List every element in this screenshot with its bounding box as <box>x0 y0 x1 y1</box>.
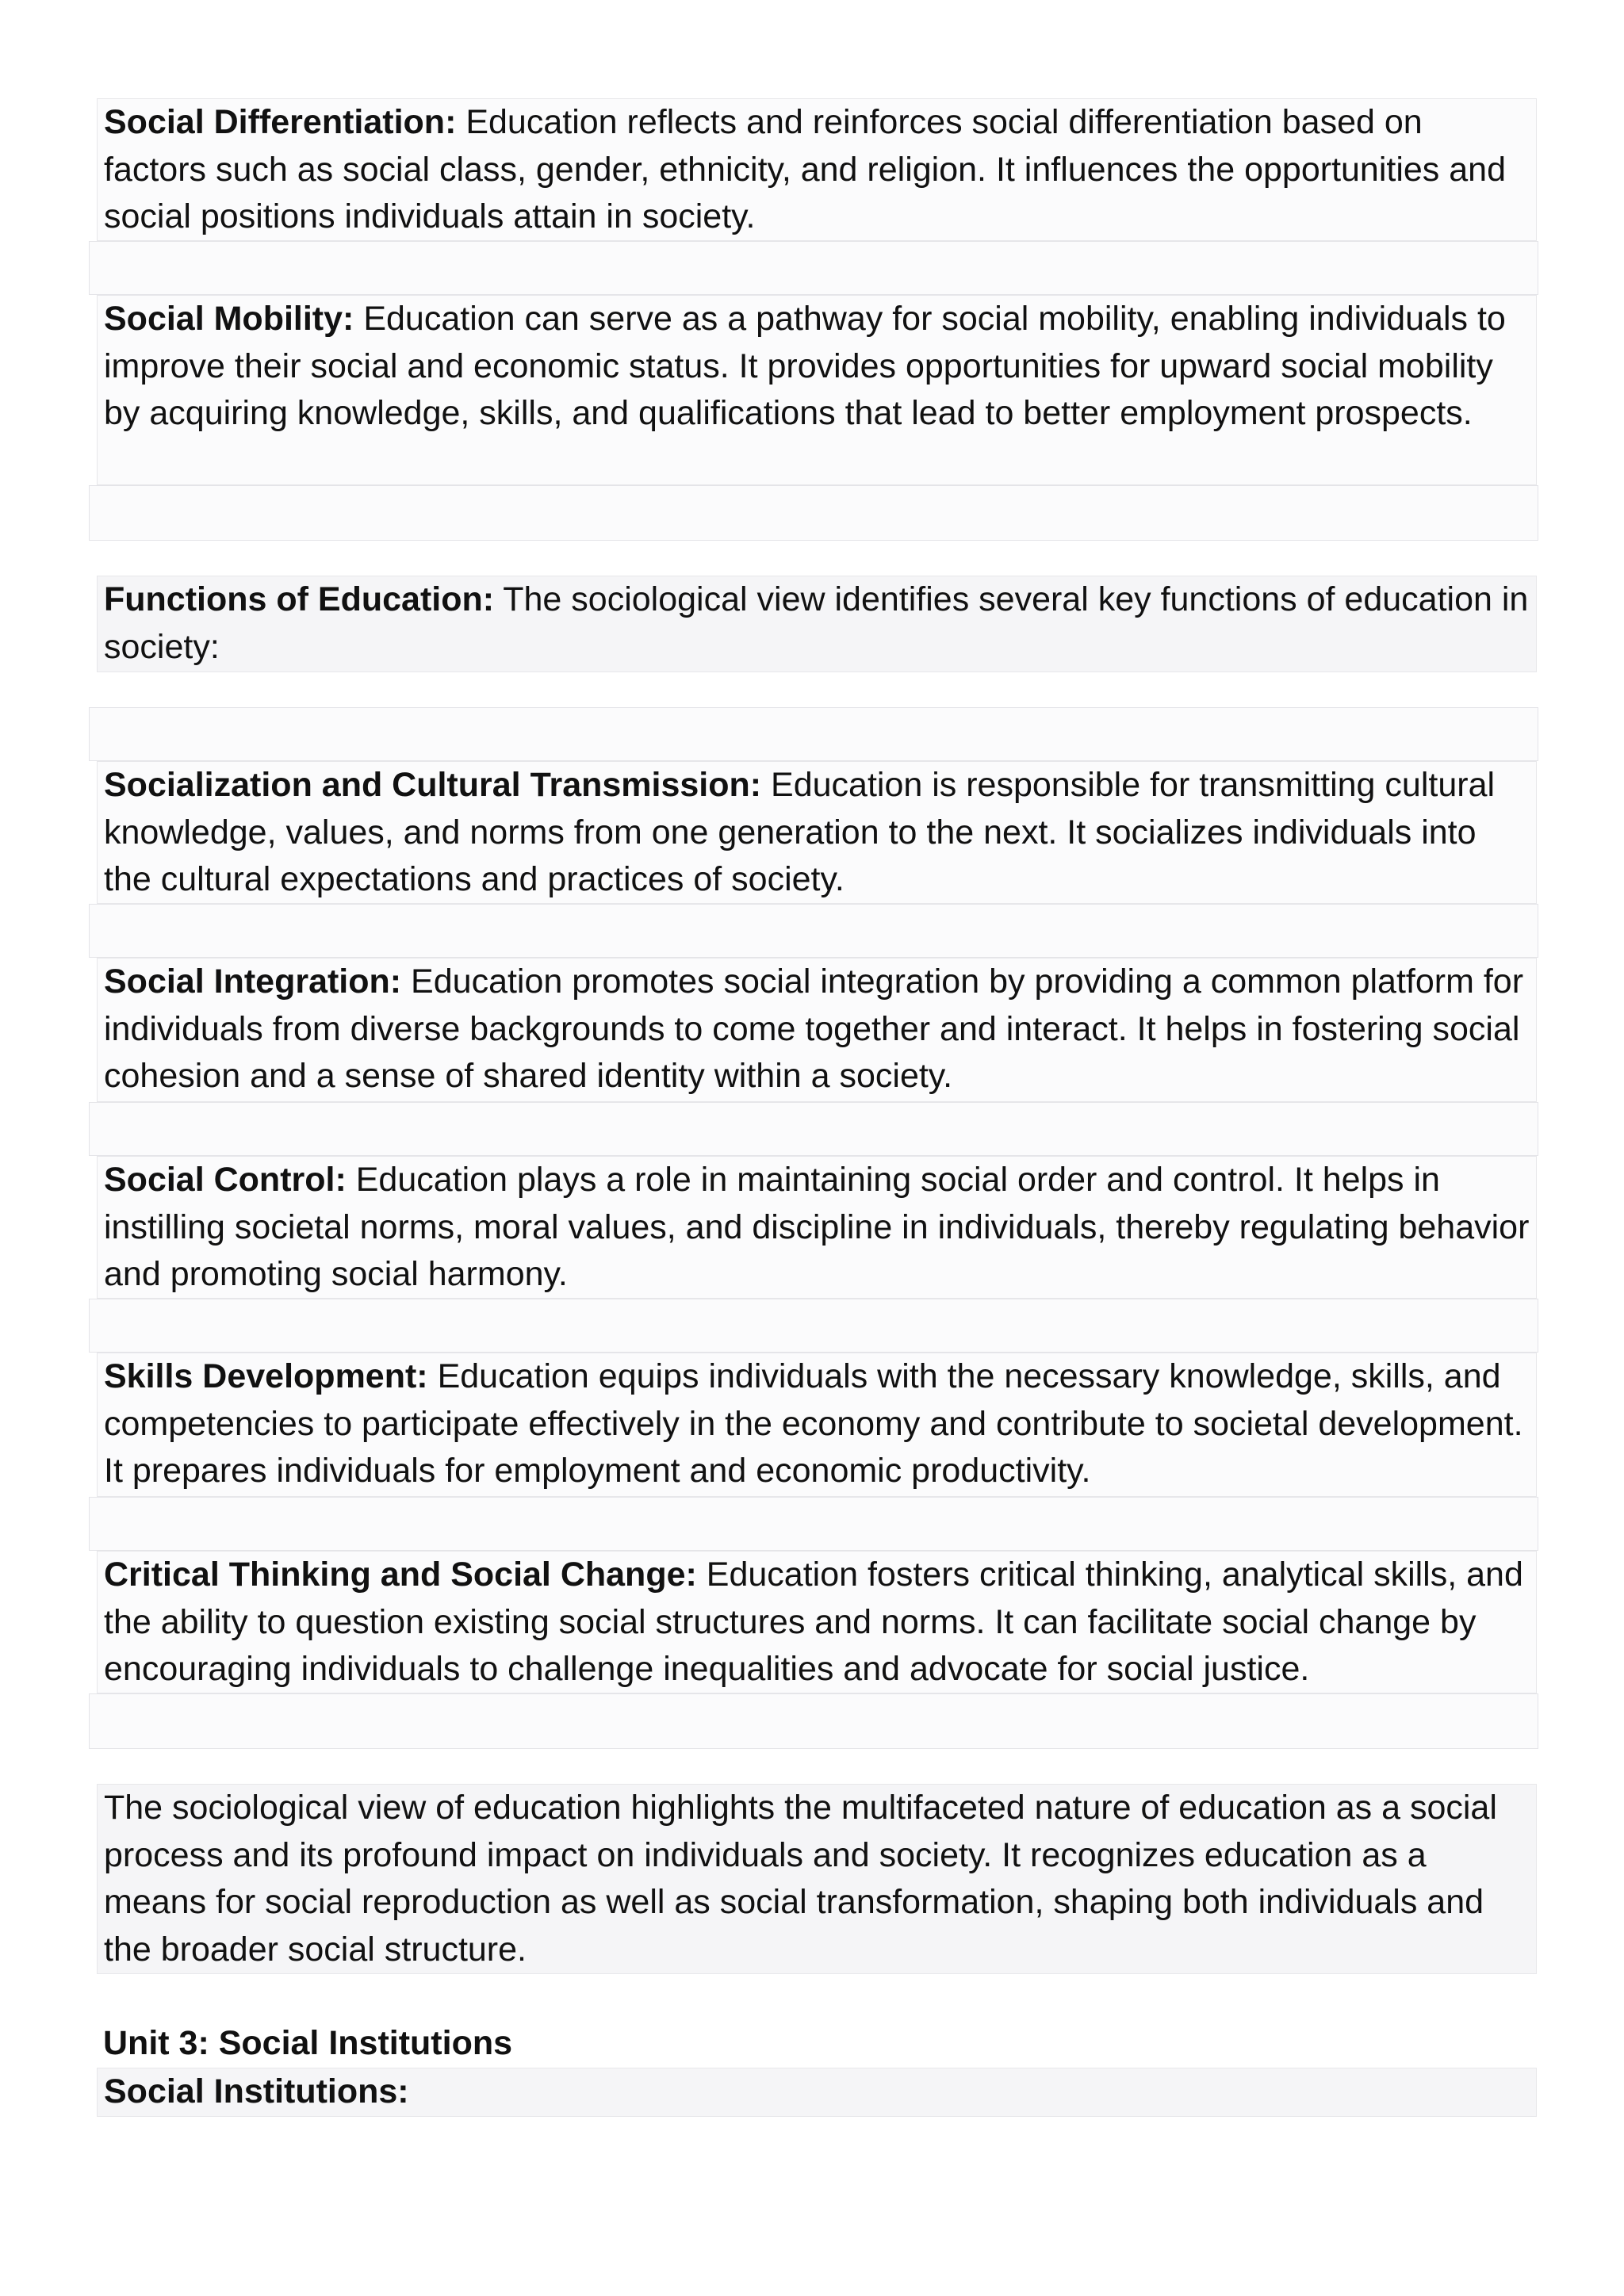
paragraph-label: Critical Thinking and Social Change: <box>104 1556 697 1594</box>
paragraph-social-differentiation <box>97 98 1537 241</box>
blank-row <box>89 1497 1538 1551</box>
paragraph-text: Education reflects and reinforces social differentiation based on factors such as social class, gender, ethnicity, and religion. It influences the opportunities and social positions individuals attain in society. <box>104 103 1506 235</box>
paragraph-label: Social Differentiation: <box>104 103 457 141</box>
paragraph-text: Education fosters critical thinking, analytical skills, and the ability to question existing social structures and norms. It can facilitate social change by encouraging individuals to challenge inequalities and advocate for social justice. <box>104 1556 1523 1688</box>
blank-row <box>89 1102 1538 1156</box>
paragraph-text: Education equips individuals with the necessary knowledge, skills, and competencies to participate effectively in the economy and contribute to societal development. It prepares individuals for employment and economic productivity. <box>104 1357 1523 1490</box>
paragraph-text: Education promotes social integration by providing a common platform for individuals from diverse backgrounds to come together and interact. It helps in fostering social cohesion and a sense of shared identity within a society. <box>104 962 1524 1095</box>
blank-row <box>89 241 1538 295</box>
paragraph-critical-thinking <box>97 1551 1537 1693</box>
paragraph-label: Socialization and Cultural Transmission: <box>104 766 762 804</box>
paragraph-text: Education can serve as a pathway for social mobility, enabling individuals to improve their social and economic status. It provides opportunities for upward social mobility by acquiring knowledge, skills, and qualifications that lead to better employment prospects. <box>104 300 1506 432</box>
blank-row <box>89 1693 1538 1749</box>
paragraph-skills-development <box>97 1353 1537 1497</box>
blank-row <box>89 1299 1538 1353</box>
paragraph-text: The sociological view identifies several key functions of education in society: <box>104 580 1529 666</box>
unit-heading: Unit 3: Social Institutions <box>103 2024 513 2062</box>
paragraph-social-control <box>97 1156 1537 1299</box>
blank-row <box>89 904 1538 958</box>
paragraph-text: Education is responsible for transmitting cultural knowledge, values, and norms from one generation to the next. It socializes individuals into the cultural expectations and practices of society. <box>104 766 1496 898</box>
blank-row <box>89 485 1538 541</box>
paragraph-social-mobility <box>97 295 1537 485</box>
section-subheading: Social Institutions: <box>97 2068 1537 2117</box>
paragraph-social-integration <box>97 958 1537 1102</box>
paragraph-functions-of-education <box>97 576 1537 672</box>
paragraph-label: Functions of Education: <box>104 580 495 618</box>
paragraph-label: Social Control: <box>104 1161 347 1199</box>
blank-row <box>89 707 1538 761</box>
paragraph-label: Social Integration: <box>104 962 402 1001</box>
paragraph-socialization <box>97 761 1537 904</box>
paragraph-text: Education plays a role in maintaining social order and control. It helps in instilling societal norms, moral values, and discipline in individuals, thereby regulating behavior and promoting social harmony. <box>104 1161 1530 1293</box>
paragraph-label: Social Mobility: <box>104 300 354 338</box>
paragraph-conclusion: The sociological view of education highlights the multifaceted nature of education as a social process and its profound impact on individuals and society. It recognizes education as a means for social reproduction as well as social transformation, shaping both individuals and the broader social structure. <box>97 1784 1537 1974</box>
paragraph-label: Skills Development: <box>104 1357 428 1395</box>
